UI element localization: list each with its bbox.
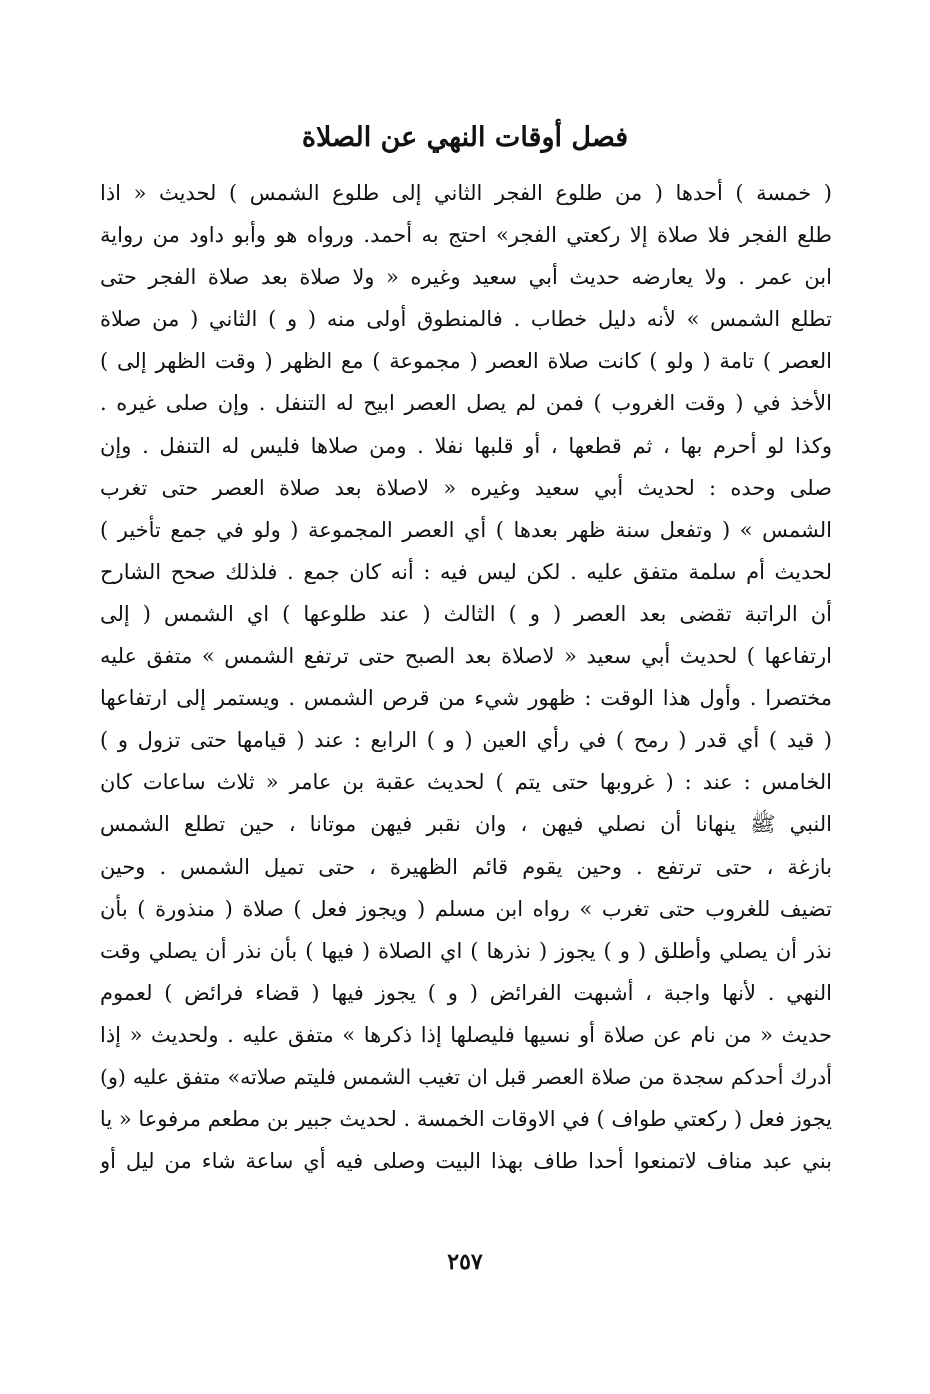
text-line: يجوز فعل ( ركعتي طواف ) في الاوقات الخمسة . لحديث جبير بن مطعم مرفوعا « يا	[100, 1107, 832, 1132]
text-line: حديث « من نام عن صلاة أو نسيها فليصلها إذا ذكرها » متفق عليه . ولحديث « إذا	[100, 1022, 832, 1047]
text-line: أدرك أحدكم سجدة من صلاة العصر قبل ان تغيب الشمس فليتم صلاته» متفق عليه (و)	[100, 1064, 832, 1089]
text-line: الأخذ في ( وقت الغروب ) فمن لم يصل العصر ابيح له التنفل . وإن صلى غيره .	[100, 391, 832, 416]
text-line: نذر أن يصلي وأطلق ( و ) يجوز ( نذرها ) اي الصلاة ( فيها ) بأن نذر أن يصلي وقت	[100, 938, 832, 963]
section-title: فصل أوقات النهي عن الصلاة	[301, 122, 629, 153]
text-line: وكذا لو أحرم بها ، ثم قطعها ، أو قلبها نفلا . ومن صلاها فليس له التنفل . وإن	[100, 433, 832, 458]
text-line: مختصرا . وأول هذا الوقت : ظهور شيء من قرص الشمس . ويستمر إلى ارتفاعها	[100, 686, 832, 711]
text-line: طلع الفجر فلا صلاة إلا ركعتي الفجر» احتج به أحمد. ورواه هو وأبو داود من رواية	[100, 223, 832, 248]
text-line: العصر ) تامة ( ولو ) كانت صلاة العصر ( مجموعة ) مع الظهر ( وقت الظهر إلى )	[100, 349, 832, 374]
text-line: النهي . لأنها واجبة ، أشبهت الفرائض ( و ) يجوز فيها ( قضاء فرائض ) لعموم	[100, 980, 832, 1005]
text-line: صلى وحده : لحديث أبي سعيد وغيره « لاصلاة بعد صلاة العصر حتى تغرب	[100, 475, 832, 500]
text-line: ( قيد ) أي قدر ( رمح ) في رأي العين ( و ) الرابع : عند ( قيامها حتى تزول و )	[100, 728, 832, 753]
text-line: الخامس : عند : ( غروبها حتى يتم ) لحديث عقبة بن عامر « ثلاث ساعات كان	[100, 770, 832, 795]
text-line: النبي ﷺ ينهانا أن نصلي فيهن ، وان نقبر فيهن موتانا ، حين تطلع الشمس	[100, 812, 832, 837]
text-line: تضيف للغروب حتى تغرب » رواه ابن مسلم ( ويجوز فعل ) صلاة ( منذورة ) بأن	[100, 896, 832, 921]
text-line: ارتفاعها ) لحديث أبي سعيد « لاصلاة بعد الصبح حتى ترتفع الشمس » متفق عليه	[100, 644, 832, 669]
text-line: ابن عمر . ولا يعارضه حديث أبي سعيد وغيره « ولا صلاة بعد صلاة الفجر حتى	[100, 265, 832, 290]
text-line: تطلع الشمس » لأنه دليل خطاب . فالمنطوق أولى منه ( و ) الثاني ( من صلاة	[100, 307, 832, 332]
page-number: ٢٥٧	[447, 1249, 483, 1275]
text-line: بني عبد مناف لاتمنعوا أحدا طاف بهذا البيت وصلى فيه أي ساعة شاء من ليل أو	[100, 1149, 832, 1174]
text-line: لحديث أم سلمة متفق عليه . لكن ليس فيه : أنه كان جمع . فلذلك صحح الشارح	[100, 559, 832, 584]
text-line: ( خمسة ) أحدها ( من طلوع الفجر الثاني إلى طلوع الشمس ) لحديث « اذا	[100, 181, 832, 205]
text-line: الشمس » ( وتفعل سنة ظهر بعدها ) أي العصر المجموعة ( ولو في جمع تأخير )	[100, 517, 832, 542]
text-line: بازغة ، حتى ترتفع . وحين يقوم قائم الظهيرة ، حتى تميل الشمس . وحين	[100, 854, 832, 879]
body-text	[100, 172, 832, 1182]
text-line: أن الراتبة تقضى بعد العصر ( و ) الثالث ( عند طلوعها ) اي الشمس ( إلى	[100, 601, 832, 626]
